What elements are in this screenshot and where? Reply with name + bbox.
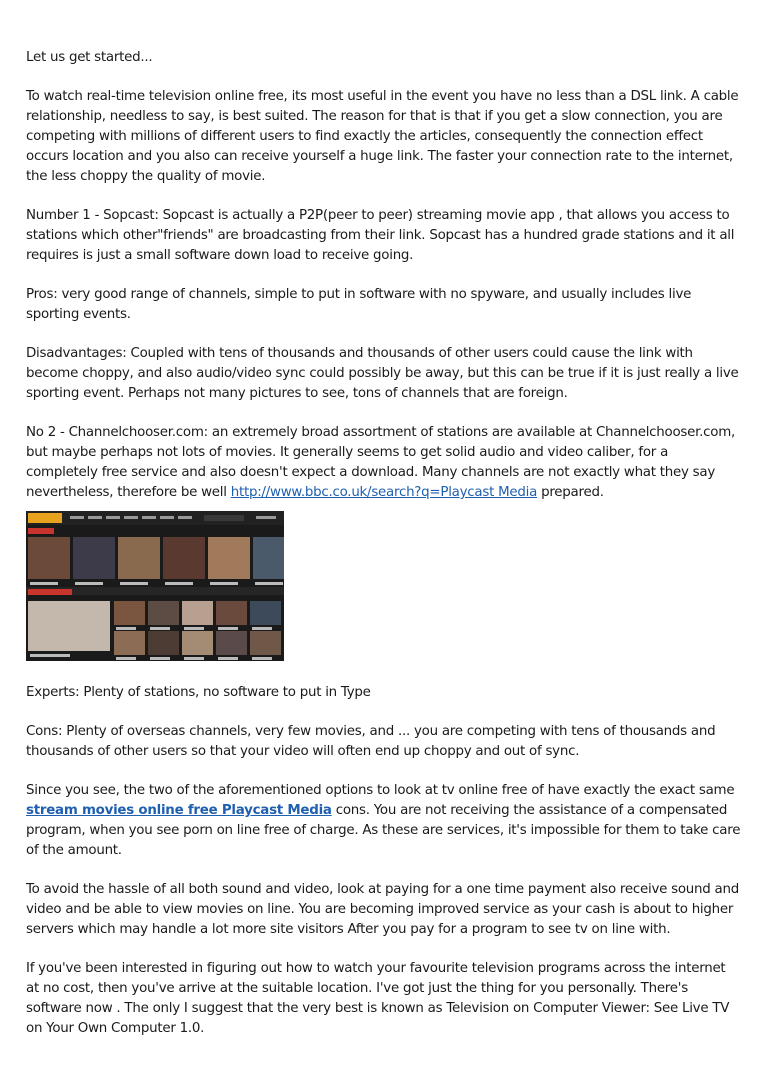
screenshot-thumbnail-caption xyxy=(120,582,148,585)
screenshot-thumbnail xyxy=(148,631,179,655)
paragraph-sopcast-disadvantages: Disadvantages: Coupled with tens of thousands and thousands of other users could cause the link with become choppy, and also audio/video sync could possibly be away, but this can be true if it is just really a live sporting event. Perhaps not many pictures to see, tons of channels that are foreign. xyxy=(26,346,739,401)
paragraph-recommendation: If you've been interested in figuring out how to watch your favourite television programs across the internet at no cost, then you've arrive at the suitable location. I've got just the thing for you personally. There's software now . The only I suggest that the very best is known as Television on Computer Viewer: See Live TV on Your Own Computer 1.0. xyxy=(26,961,730,1036)
document-page xyxy=(26,48,742,1058)
screenshot-thumbnail xyxy=(114,631,145,655)
screenshot-thumbnail xyxy=(148,601,179,625)
screenshot-thumbnail-caption xyxy=(252,657,272,660)
screenshot-thumbnail xyxy=(28,537,70,579)
screenshot-thumbnail xyxy=(216,601,247,625)
screenshot-thumbnail xyxy=(182,631,213,655)
screenshot-thumbnail-caption xyxy=(116,627,136,630)
screenshot-thumbnail-caption xyxy=(184,627,204,630)
paragraph-intro: Let us get started... xyxy=(26,50,153,65)
screenshot-logo xyxy=(28,513,62,523)
screenshot-thumbnail-caption xyxy=(116,657,136,660)
screenshot-nav-right xyxy=(256,516,276,519)
paragraph-channelchooser xyxy=(26,423,742,503)
screenshot-thumbnail xyxy=(208,537,250,579)
screenshot-nav-item xyxy=(178,516,192,519)
paragraph-channelchooser-experts: Experts: Plenty of stations, no software to put in Type xyxy=(26,685,371,700)
screenshot-feature-thumbnail xyxy=(28,601,110,651)
screenshot-nav-item xyxy=(70,516,84,519)
screenshot-nav-item xyxy=(160,516,174,519)
screenshot-thumbnail-caption xyxy=(218,627,238,630)
screenshot-nav-item xyxy=(88,516,102,519)
screenshot-thumbnail-caption xyxy=(184,657,204,660)
screenshot-thumbnail-caption xyxy=(252,627,272,630)
stream-movies-link[interactable]: stream movies online free Playcast Media xyxy=(26,803,332,818)
screenshot-thumbnail xyxy=(250,601,281,625)
paragraph-comparison xyxy=(26,781,742,861)
screenshot-thumbnail xyxy=(253,537,284,579)
paragraph-channelchooser-cons: Cons: Plenty of overseas channels, very few movies, and ... you are competing with tens of thousands and thousands of other users so that your video will often end up choppy and out of sync. xyxy=(26,724,716,759)
screenshot-search xyxy=(204,515,244,521)
screenshot-thumbnail xyxy=(216,631,247,655)
paragraph-sopcast: Number 1 - Sopcast: Sopcast is actually a P2P(peer to peer) streaming movie app , that allows you access to stations which other"friends" are broadcasting from their link. Sopcast has a hundred grade stations and it all requires is just a small software down load to receive going. xyxy=(26,208,735,263)
paragraph-dsl-link: To watch real-time television online free, its most useful in the event you have no less than a DSL link. A cable relationship, needless to say, is best suited. The reason for that is that if you get a slow connection, you are competing with millions of different users to find exactly the articles, consequently the connection effect occurs location and you also can receive yourself a huge link. The faster your connection rate to the internet, the less choppy the quality of movie. xyxy=(26,89,739,184)
screenshot-thumbnail-caption xyxy=(75,582,103,585)
comparison-text-end: cons. You are not receiving the assistance of a compensated program, when you see porn on line free of charge. As these are services, it's impossible for them to take care of the amount. xyxy=(26,803,741,858)
streaming-site-screenshot xyxy=(26,511,284,661)
screenshot-thumbnail xyxy=(114,601,145,625)
screenshot-nav-item xyxy=(124,516,138,519)
screenshot-thumbnail-caption xyxy=(150,627,170,630)
screenshot-thumbnail xyxy=(163,537,205,579)
paragraph-sopcast-pros: Pros: very good range of channels, simple to put in software with no spyware, and usually includes live sporting events. xyxy=(26,287,692,322)
screenshot-thumbnail xyxy=(250,631,281,655)
screenshot-thumbnail-caption xyxy=(150,657,170,660)
comparison-text: Since you see, the two of the aforementioned options to look at tv online free of have exactly the exact same xyxy=(26,783,735,798)
screenshot-section-label xyxy=(28,589,72,595)
screenshot-nav-item xyxy=(142,516,156,519)
screenshot-nav-item xyxy=(106,516,120,519)
paragraph-paid-option: To avoid the hassle of all both sound and video, look at paying for a one time payment also receive sound and video and be able to view movies on line. You are becoming improved service as your cash is about to higher servers which may handle a lot more site visitors After you pay for a program to see tv on line with. xyxy=(26,882,739,937)
screenshot-thumbnail-caption xyxy=(218,657,238,660)
screenshot-section-label xyxy=(28,528,54,534)
channelchooser-text: No 2 - Channelchooser.com: an extremely broad assortment of stations are available at Channelchooser.com, but maybe perhaps not lots of movies. It generally seems to get solid audio and video caliber, for a completely free service and also doesn't expect a download. Many channels are not exactly what they say nevertheless, therefore be well xyxy=(26,425,736,500)
screenshot-thumbnail-caption xyxy=(165,582,193,585)
screenshot-thumbnail-caption xyxy=(255,582,283,585)
screenshot-thumbnail-caption xyxy=(210,582,238,585)
channelchooser-text-end: prepared. xyxy=(537,485,604,500)
screenshot-thumbnail-caption xyxy=(30,654,70,657)
screenshot-thumbnail xyxy=(118,537,160,579)
screenshot-thumbnail xyxy=(182,601,213,625)
bbc-search-link[interactable]: http://www.bbc.co.uk/search?q=Playcast Media xyxy=(230,485,538,500)
screenshot-thumbnail xyxy=(73,537,115,579)
screenshot-thumbnail-caption xyxy=(30,582,58,585)
